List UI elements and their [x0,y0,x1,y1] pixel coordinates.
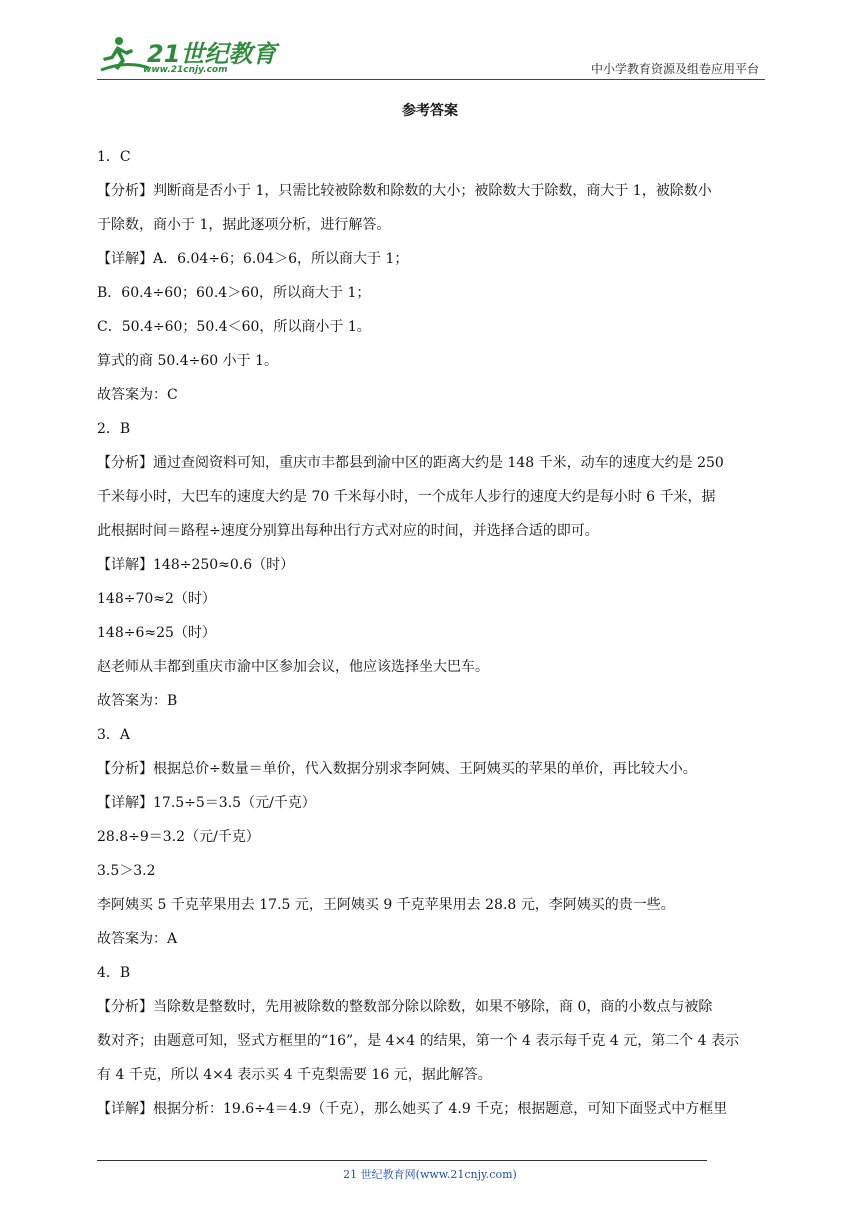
text-line: 有 4 千克，所以 4×4 表示买 4 千克梨需要 16 元，据此解答。 [97,1067,492,1083]
text-line: 4．B [97,965,131,981]
text-line: 【分析】根据总价÷数量＝单价，代入数据分别求李阿姨、王阿姨买的苹果的单价，再比较大小。 [97,761,697,777]
text-line: B．60.4÷60；60.4＞60，所以商大于 1； [97,285,371,301]
text-line: 【详解】17.5÷5＝3.5（元/千克） [97,795,316,811]
logo-url: www.21cnjy.com [143,65,228,75]
text-line: 千米每小时，大巴车的速度大约是 70 千米每小时，一个成年人步行的速度大约是每小时 6 千米，据 [97,489,716,505]
text-line: 3.5＞3.2 [97,863,156,879]
page-header [97,28,765,80]
text-line: 【分析】通过查阅资料可知，重庆市丰都县到渝中区的距离大约是 148 千米，动车的速度大约是 250 [97,455,724,471]
text-line: 【分析】当除数是整数时，先用被除数的整数部分除以除数，如果不够除，商 0，商的小数点与被除 [97,999,713,1015]
footer-divider [97,1160,707,1161]
site-logo [97,34,277,78]
header-platform-text: 中小学教育资源及组卷应用平台 [590,62,759,76]
header-divider [97,79,765,80]
text-line: 数对齐；由题意可知，竖式方框里的“16”，是 4×4 的结果，第一个 4 表示每千克 4 元，第二个 4 表示 [97,1033,739,1049]
page-footer[interactable]: 21 世纪教育网(www.21cnjy.com) [343,1168,517,1181]
text-line: 3．A [97,727,131,743]
text-line: 赵老师从丰都到重庆市渝中区参加会议，他应该选择坐大巴车。 [97,659,489,675]
answer-content [97,146,765,1132]
text-line: 148÷6≈25（时） [97,625,216,641]
text-line: 【详解】根据分析：19.6÷4＝4.9（千克），那么她买了 4.9 千克；根据题意，可知下面竖式中方框里 [97,1101,728,1117]
text-line: 【分析】判断商是否小于 1，只需比较被除数和除数的大小；被除数大于除数，商大于 1，被除数小 [97,183,712,199]
text-line: 【详解】A．6.04÷6；6.04＞6，所以商大于 1； [97,251,409,267]
text-line: C．50.4÷60；50.4＜60，所以商小于 1。 [97,319,371,335]
text-line: 1．C [97,149,131,165]
text-line: 2．B [97,421,131,437]
text-line: 28.8÷9＝3.2（元/千克） [97,829,260,845]
page-title: 参考答案 [402,103,458,119]
logo-text: 21世纪教育 [147,40,277,68]
text-line: 148÷70≈2（时） [97,591,216,607]
text-line: 此根据时间＝路程÷速度分别算出每种出行方式对应的时间，并选择合适的即可。 [97,523,599,539]
text-line: 李阿姨买 5 千克苹果用去 17.5 元，王阿姨买 9 千克苹果用去 28.8 元，李阿姨买的贵一些。 [97,897,675,913]
text-line: 故答案为：A [97,931,178,947]
text-line: 算式的商 50.4÷60 小于 1。 [97,353,278,369]
text-line: 于除数，商小于 1，据此逐项分析，进行解答。 [97,217,391,233]
text-line: 故答案为：C [97,387,178,403]
text-line: 【详解】148÷250≈0.6（时） [97,557,295,573]
text-line: 故答案为：B [97,693,178,709]
